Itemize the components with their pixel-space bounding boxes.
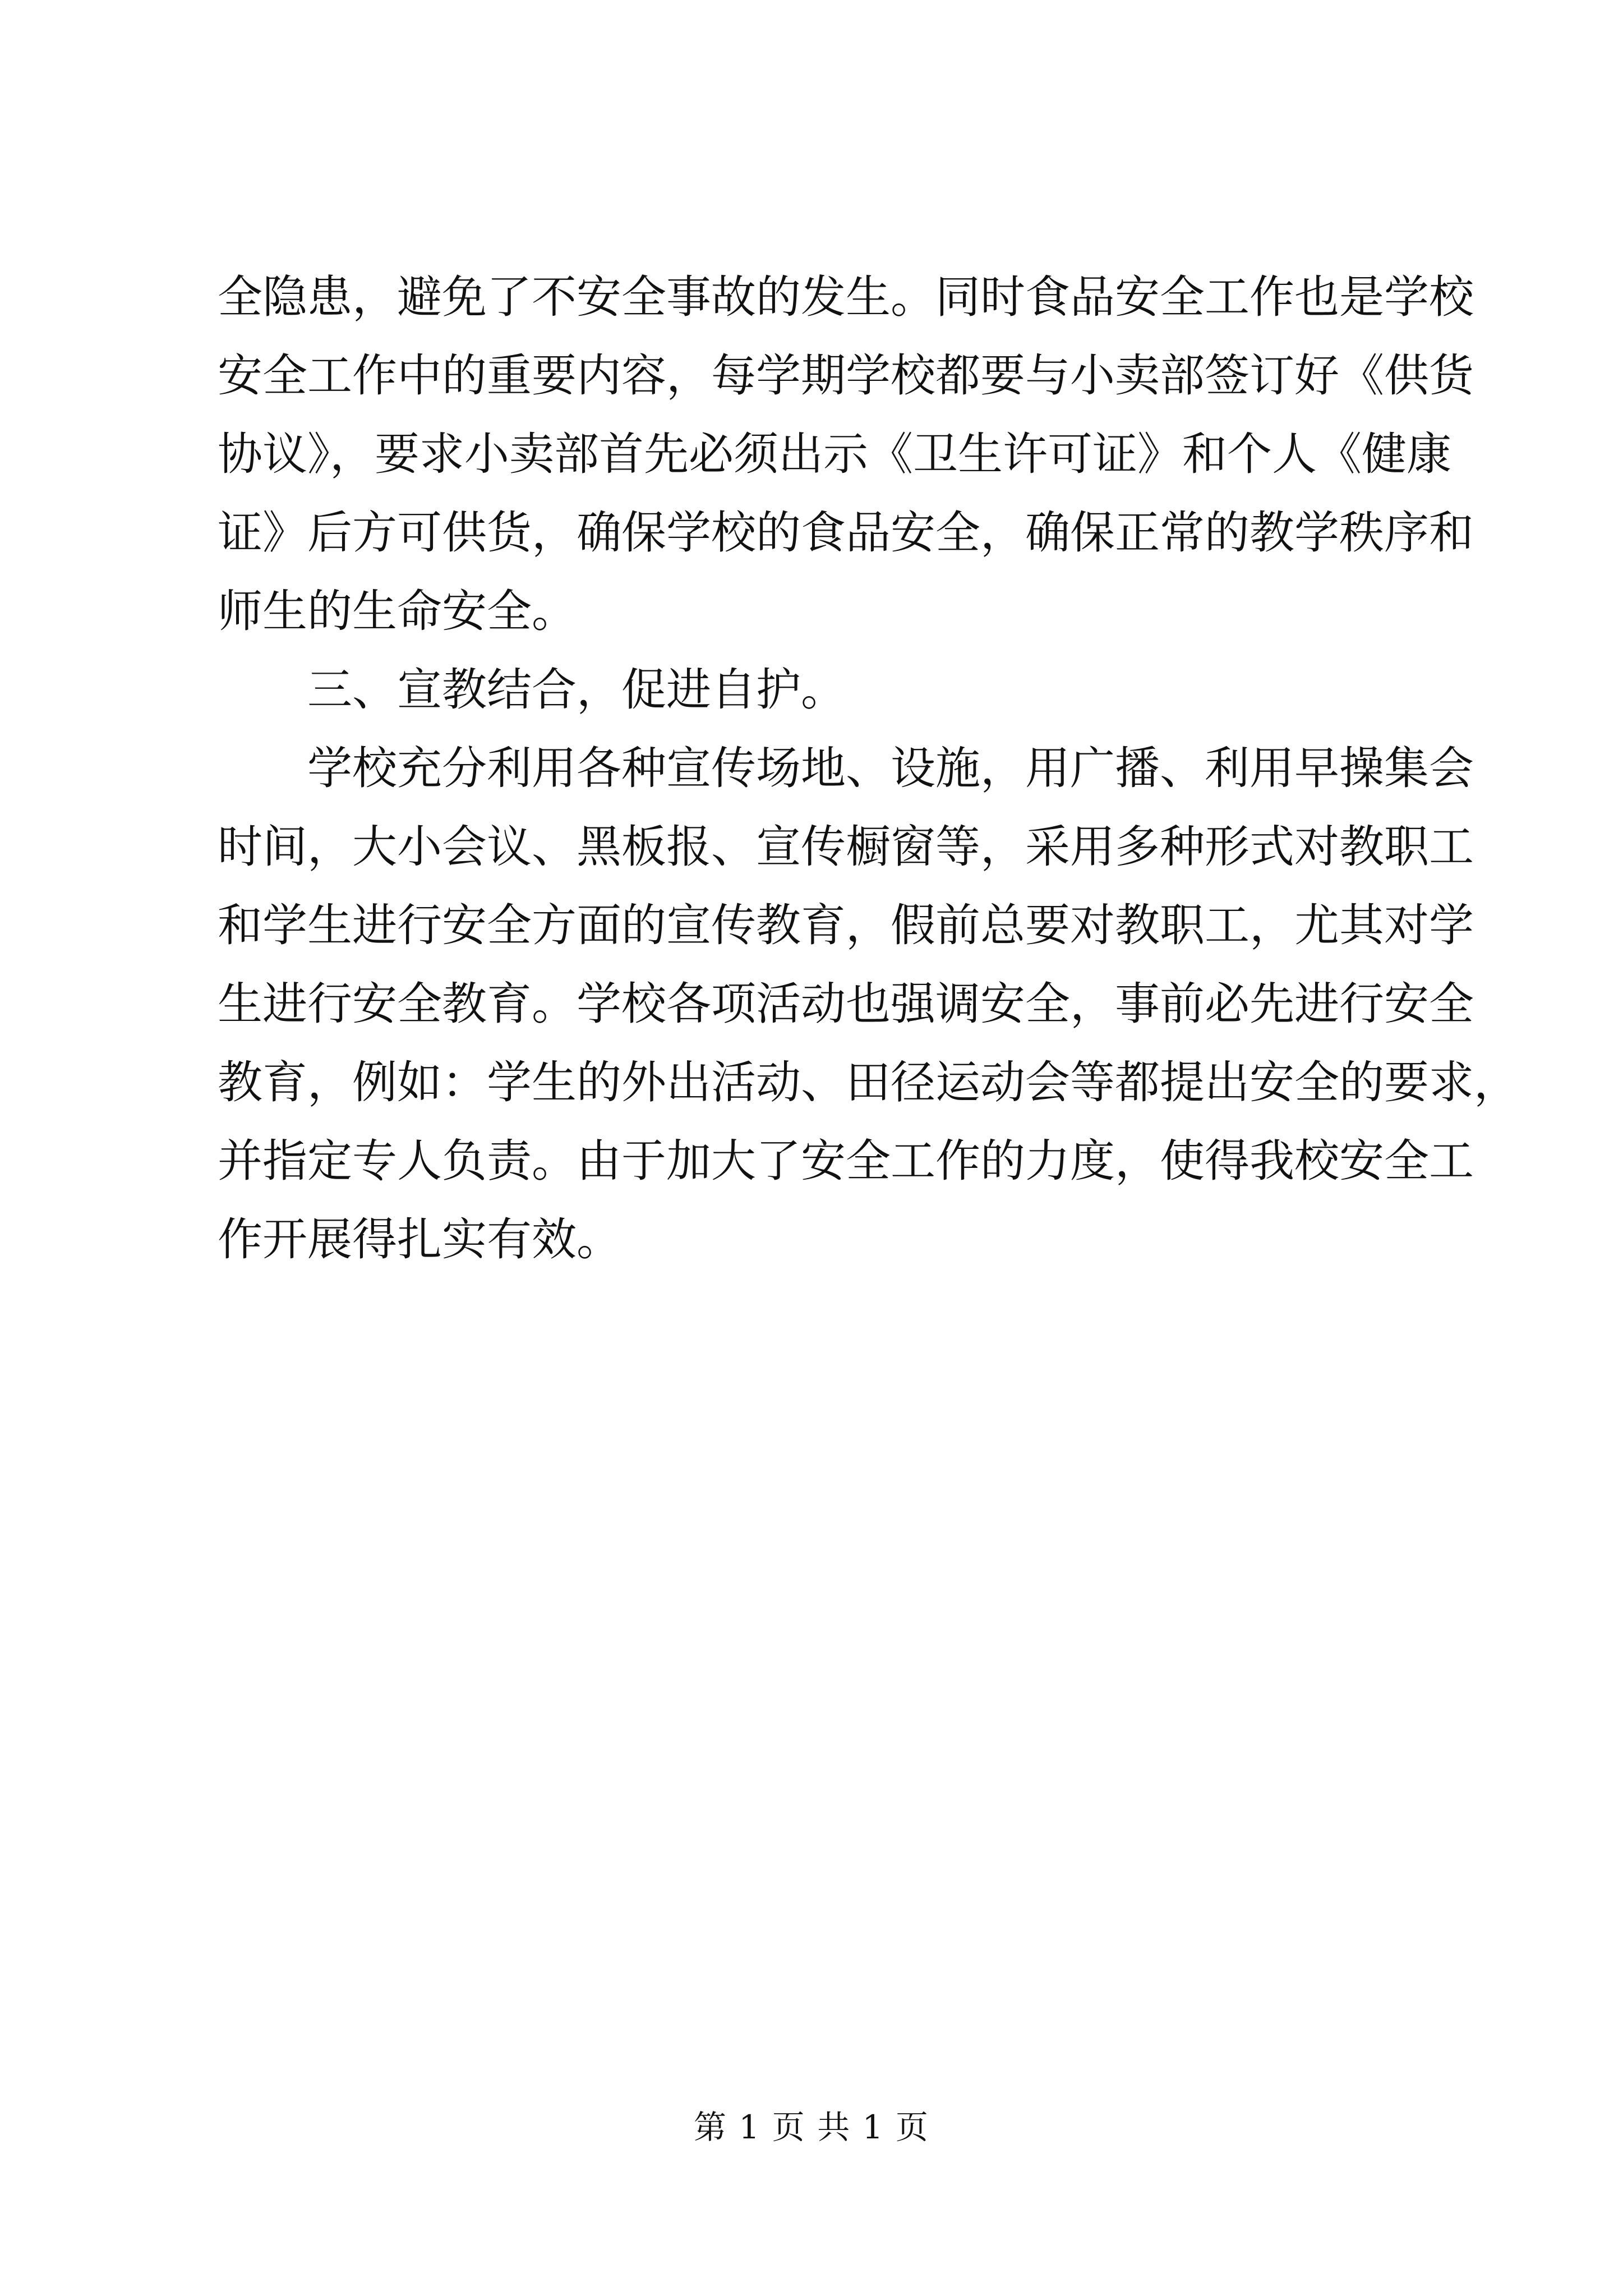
paragraph-2-line-2: 时间，大小会议、黑板报、宣传橱窗等，采用多种形式对教职工: [218, 821, 1474, 873]
paragraph-2-line-4: 生进行安全教育。学校各项活动也强调安全，事前必先进行安全: [218, 978, 1474, 1030]
paragraph-2-line-6: 并指定专人负责。由于加大了安全工作的力度，使得我校安全工: [218, 1135, 1474, 1187]
page-number-footer: 第 1 页 共 1 页: [694, 2108, 929, 2146]
paragraph-1-line-5: 师生的生命安全。: [218, 585, 577, 637]
section-heading: 三、宣教结合，促进自护。: [307, 664, 846, 716]
paragraph-1-line-2: 安全工作中的重要内容，每学期学校都要与小卖部签订好《供货: [218, 349, 1474, 402]
paragraph-1-line-1: 全隐患，避免了不安全事故的发生。同时食品安全工作也是学校: [218, 271, 1474, 323]
paragraph-2-line-5: 教育，例如：学生的外出活动、田径运动会等都提出安全的要求，: [218, 1056, 1519, 1108]
document-body: [218, 258, 1519, 1279]
paragraph-2-line-3: 和学生进行安全方面的宣传教育，假前总要对教职工，尤其对学: [218, 899, 1474, 951]
paragraph-1-line-4: 证》后方可供货，确保学校的食品安全，确保正常的教学秩序和: [218, 507, 1474, 559]
paragraph-1-line-3: 协议》，要求小卖部首先必须出示《卫生许可证》和个人《健康: [218, 428, 1451, 480]
paragraph-2-line-7: 作开展得扎实有效。: [218, 1213, 621, 1266]
paragraph-2-line-1: 学校充分利用各种宣传场地、设施，用广播、利用早操集会: [307, 742, 1474, 794]
